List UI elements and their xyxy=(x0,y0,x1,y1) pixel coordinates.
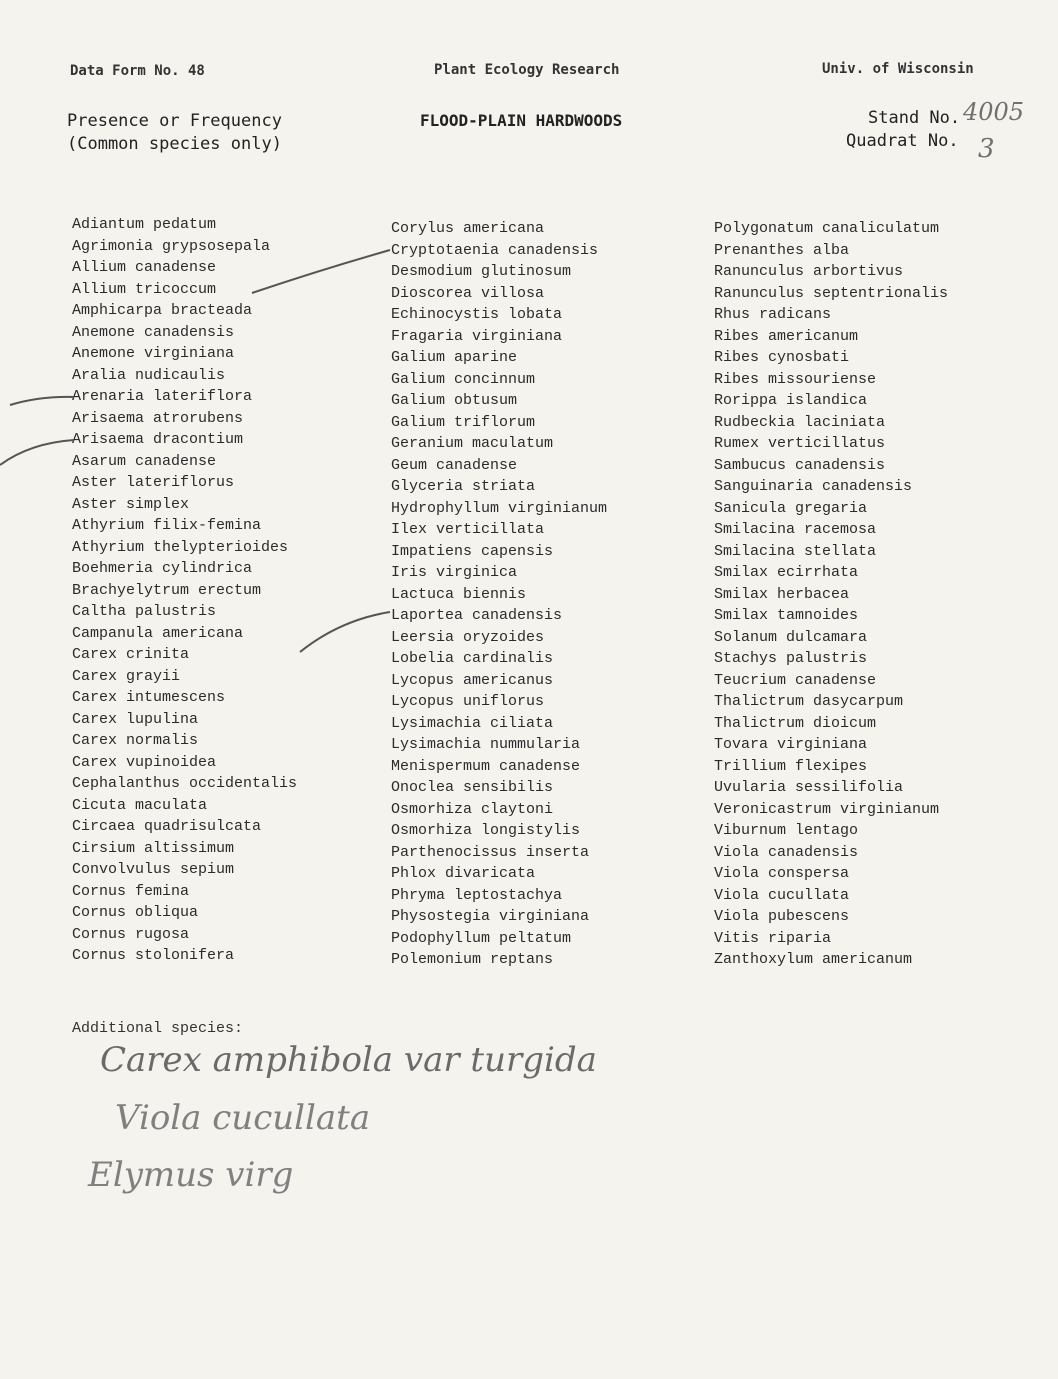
species-item: Smilacina stellata xyxy=(714,542,877,560)
species-item: Cornus obliqua xyxy=(72,904,199,921)
species-item: Athyrium thelypterioides xyxy=(72,538,289,556)
species-item: Carex vupinoidea xyxy=(72,753,217,771)
species-item: Carex grayii xyxy=(72,667,181,685)
species-item: Vitis riparia xyxy=(714,929,832,947)
species-item: Cornus stolonifera xyxy=(72,947,235,964)
species-item: Viola conspersa xyxy=(714,865,850,882)
species-item: Convolvulus sepium xyxy=(72,861,235,878)
species-item: Physostegia virginiana xyxy=(391,908,590,925)
species-item: Menispermum canadense xyxy=(391,757,581,775)
species-item: Rorippa islandica xyxy=(714,392,868,409)
presence-label: Presence or Frequency xyxy=(67,111,282,131)
species-item: Prenanthes alba xyxy=(714,241,850,259)
species-item: Ranunculus septentrionalis xyxy=(714,284,949,302)
species-item: Lysimachia nummularia xyxy=(391,736,581,753)
species-item: Dioscorea villosa xyxy=(391,284,545,302)
species-item: Cornus femina xyxy=(72,882,190,900)
species-item: Geranium maculatum xyxy=(391,435,554,452)
species-item: Lactuca biennis xyxy=(391,585,527,603)
species-item: Lobelia cardinalis xyxy=(391,650,554,667)
handwritten-species-1: Carex amphibola var turgida xyxy=(100,1040,597,1080)
species-item: Polemonium reptans xyxy=(391,951,554,968)
form-number: Data Form No. 48 xyxy=(70,63,205,79)
species-item: Galium aparine xyxy=(391,349,518,366)
species-item: Viburnum lentago xyxy=(714,822,859,839)
species-item: Cornus rugosa xyxy=(72,925,190,943)
species-item: Rhus radicans xyxy=(714,306,832,323)
species-item: Solanum dulcamara xyxy=(714,628,868,646)
species-item: Carex lupulina xyxy=(72,710,199,728)
species-item: Stachys palustris xyxy=(714,650,868,667)
species-item: Athyrium filix-femina xyxy=(72,517,262,534)
species-item: Tovara virginiana xyxy=(714,736,868,753)
species-item: Carex crinita xyxy=(72,646,190,663)
species-item: Parthenocissus inserta xyxy=(391,843,590,861)
species-item: Smilacina racemosa xyxy=(714,521,877,538)
species-item: Boehmeria cylindrica xyxy=(72,560,253,577)
species-item: Caltha palustris xyxy=(72,603,217,620)
additional-species-label: Additional species: xyxy=(72,1020,244,1037)
species-item: Aralia nudicaulis xyxy=(72,366,226,384)
species-item: Geum canadense xyxy=(391,456,518,474)
quadrat-value: 3 xyxy=(978,134,995,164)
pencil-mark-arisaema xyxy=(0,440,74,465)
species-item: Osmorhiza longistylis xyxy=(391,822,581,839)
species-item: Teucrium canadense xyxy=(714,671,877,689)
species-item: Thalictrum dasycarpum xyxy=(714,693,904,710)
species-item: Circaea quadrisulcata xyxy=(72,818,262,835)
page-title: FLOOD-PLAIN HARDWOODS xyxy=(420,111,623,130)
presence-sublabel: (Common species only) xyxy=(67,134,282,154)
species-item: Lysimachia ciliata xyxy=(391,714,554,732)
species-item: Viola canadensis xyxy=(714,843,859,861)
species-item: Viola cucullata xyxy=(714,886,850,904)
species-item: Carex intumescens xyxy=(72,689,226,706)
species-item: Trillium flexipes xyxy=(714,757,868,775)
species-item: Arenaria lateriflora xyxy=(72,388,253,405)
species-item: Anemone canadensis xyxy=(72,323,235,341)
species-item: Viola pubescens xyxy=(714,908,850,925)
stand-value: 4005 xyxy=(963,98,1025,126)
species-item: Cicuta maculata xyxy=(72,796,208,814)
species-item: Rudbeckia laciniata xyxy=(714,413,886,431)
species-item: Allium canadense xyxy=(72,259,217,276)
species-item: Veronicastrum virginianum xyxy=(714,800,940,818)
species-item: Rumex verticillatus xyxy=(714,435,886,452)
species-item: Corylus americana xyxy=(391,220,545,237)
species-item: Fragaria virginiana xyxy=(391,327,563,345)
species-item: Amphicarpa bracteada xyxy=(72,302,253,319)
species-item: Aster lateriflorus xyxy=(72,474,235,491)
species-item: Asarum canadense xyxy=(72,452,217,470)
species-item: Ribes cynosbati xyxy=(714,349,850,366)
species-item: Galium concinnum xyxy=(391,370,536,388)
species-item: Leersia oryzoides xyxy=(391,628,545,646)
pencil-mark-arenaria xyxy=(10,397,74,405)
species-item: Galium obtusum xyxy=(391,392,518,409)
species-item: Desmodium glutinosum xyxy=(391,263,572,280)
org-name: Plant Ecology Research xyxy=(434,62,620,78)
species-item: Impatiens capensis xyxy=(391,542,554,560)
species-item: Brachyelytrum erectum xyxy=(72,581,262,599)
species-item: Ribes americanum xyxy=(714,327,859,345)
pencil-mark-campanula xyxy=(300,612,390,652)
species-item: Ranunculus arbortivus xyxy=(714,263,904,280)
species-item: Cephalanthus occidentalis xyxy=(72,775,298,792)
handwritten-species-3: Elymus virg xyxy=(88,1155,294,1195)
species-item: Echinocystis lobata xyxy=(391,306,563,323)
species-item: Glyceria striata xyxy=(391,478,536,495)
species-item: Laportea canadensis xyxy=(391,607,563,624)
species-item: Polygonatum canaliculatum xyxy=(714,220,940,237)
species-item: Cirsium altissimum xyxy=(72,839,235,857)
species-item: Allium tricoccum xyxy=(72,280,217,298)
species-item: Sambucus canadensis xyxy=(714,456,886,474)
species-item: Phryma leptostachya xyxy=(391,886,563,904)
species-item: Smilax ecirrhata xyxy=(714,564,859,581)
quadrat-label: Quadrat No. xyxy=(846,131,959,151)
species-item: Zanthoxylum americanum xyxy=(714,951,913,968)
species-item: Sanicula gregaria xyxy=(714,499,868,517)
pencil-mark-allium-tricoccum xyxy=(252,250,390,293)
species-item: Iris virginica xyxy=(391,564,518,581)
species-item: Osmorhiza claytoni xyxy=(391,800,554,818)
species-item: Campanula americana xyxy=(72,624,244,642)
species-item: Lycopus americanus xyxy=(391,671,554,689)
species-item: Adiantum pedatum xyxy=(72,216,217,233)
species-item: Arisaema dracontium xyxy=(72,431,244,448)
species-item: Uvularia sessilifolia xyxy=(714,779,904,796)
species-item: Sanguinaria canadensis xyxy=(714,478,913,495)
species-item: Onoclea sensibilis xyxy=(391,779,554,796)
species-item: Lycopus uniflorus xyxy=(391,693,545,710)
university-name: Univ. of Wisconsin xyxy=(822,61,974,77)
species-item: Thalictrum dioicum xyxy=(714,714,877,732)
species-item: Smilax herbacea xyxy=(714,585,850,603)
species-item: Carex normalis xyxy=(72,732,199,749)
species-item: Ilex verticillata xyxy=(391,521,545,538)
species-item: Arisaema atrorubens xyxy=(72,409,244,427)
species-item: Agrimonia grypsosepala xyxy=(72,237,271,255)
species-item: Smilax tamnoides xyxy=(714,607,859,624)
species-item: Podophyllum peltatum xyxy=(391,929,572,947)
species-item: Phlox divaricata xyxy=(391,865,536,882)
species-item: Hydrophyllum virginianum xyxy=(391,499,608,517)
species-item: Aster simplex xyxy=(72,495,190,513)
stand-label: Stand No. xyxy=(868,108,961,128)
species-item: Ribes missouriense xyxy=(714,370,877,388)
species-item: Galium triflorum xyxy=(391,413,536,431)
species-item: Anemone virginiana xyxy=(72,345,235,362)
species-item: Cryptotaenia canadensis xyxy=(391,241,599,259)
handwritten-species-2: Viola cucullata xyxy=(115,1098,371,1138)
